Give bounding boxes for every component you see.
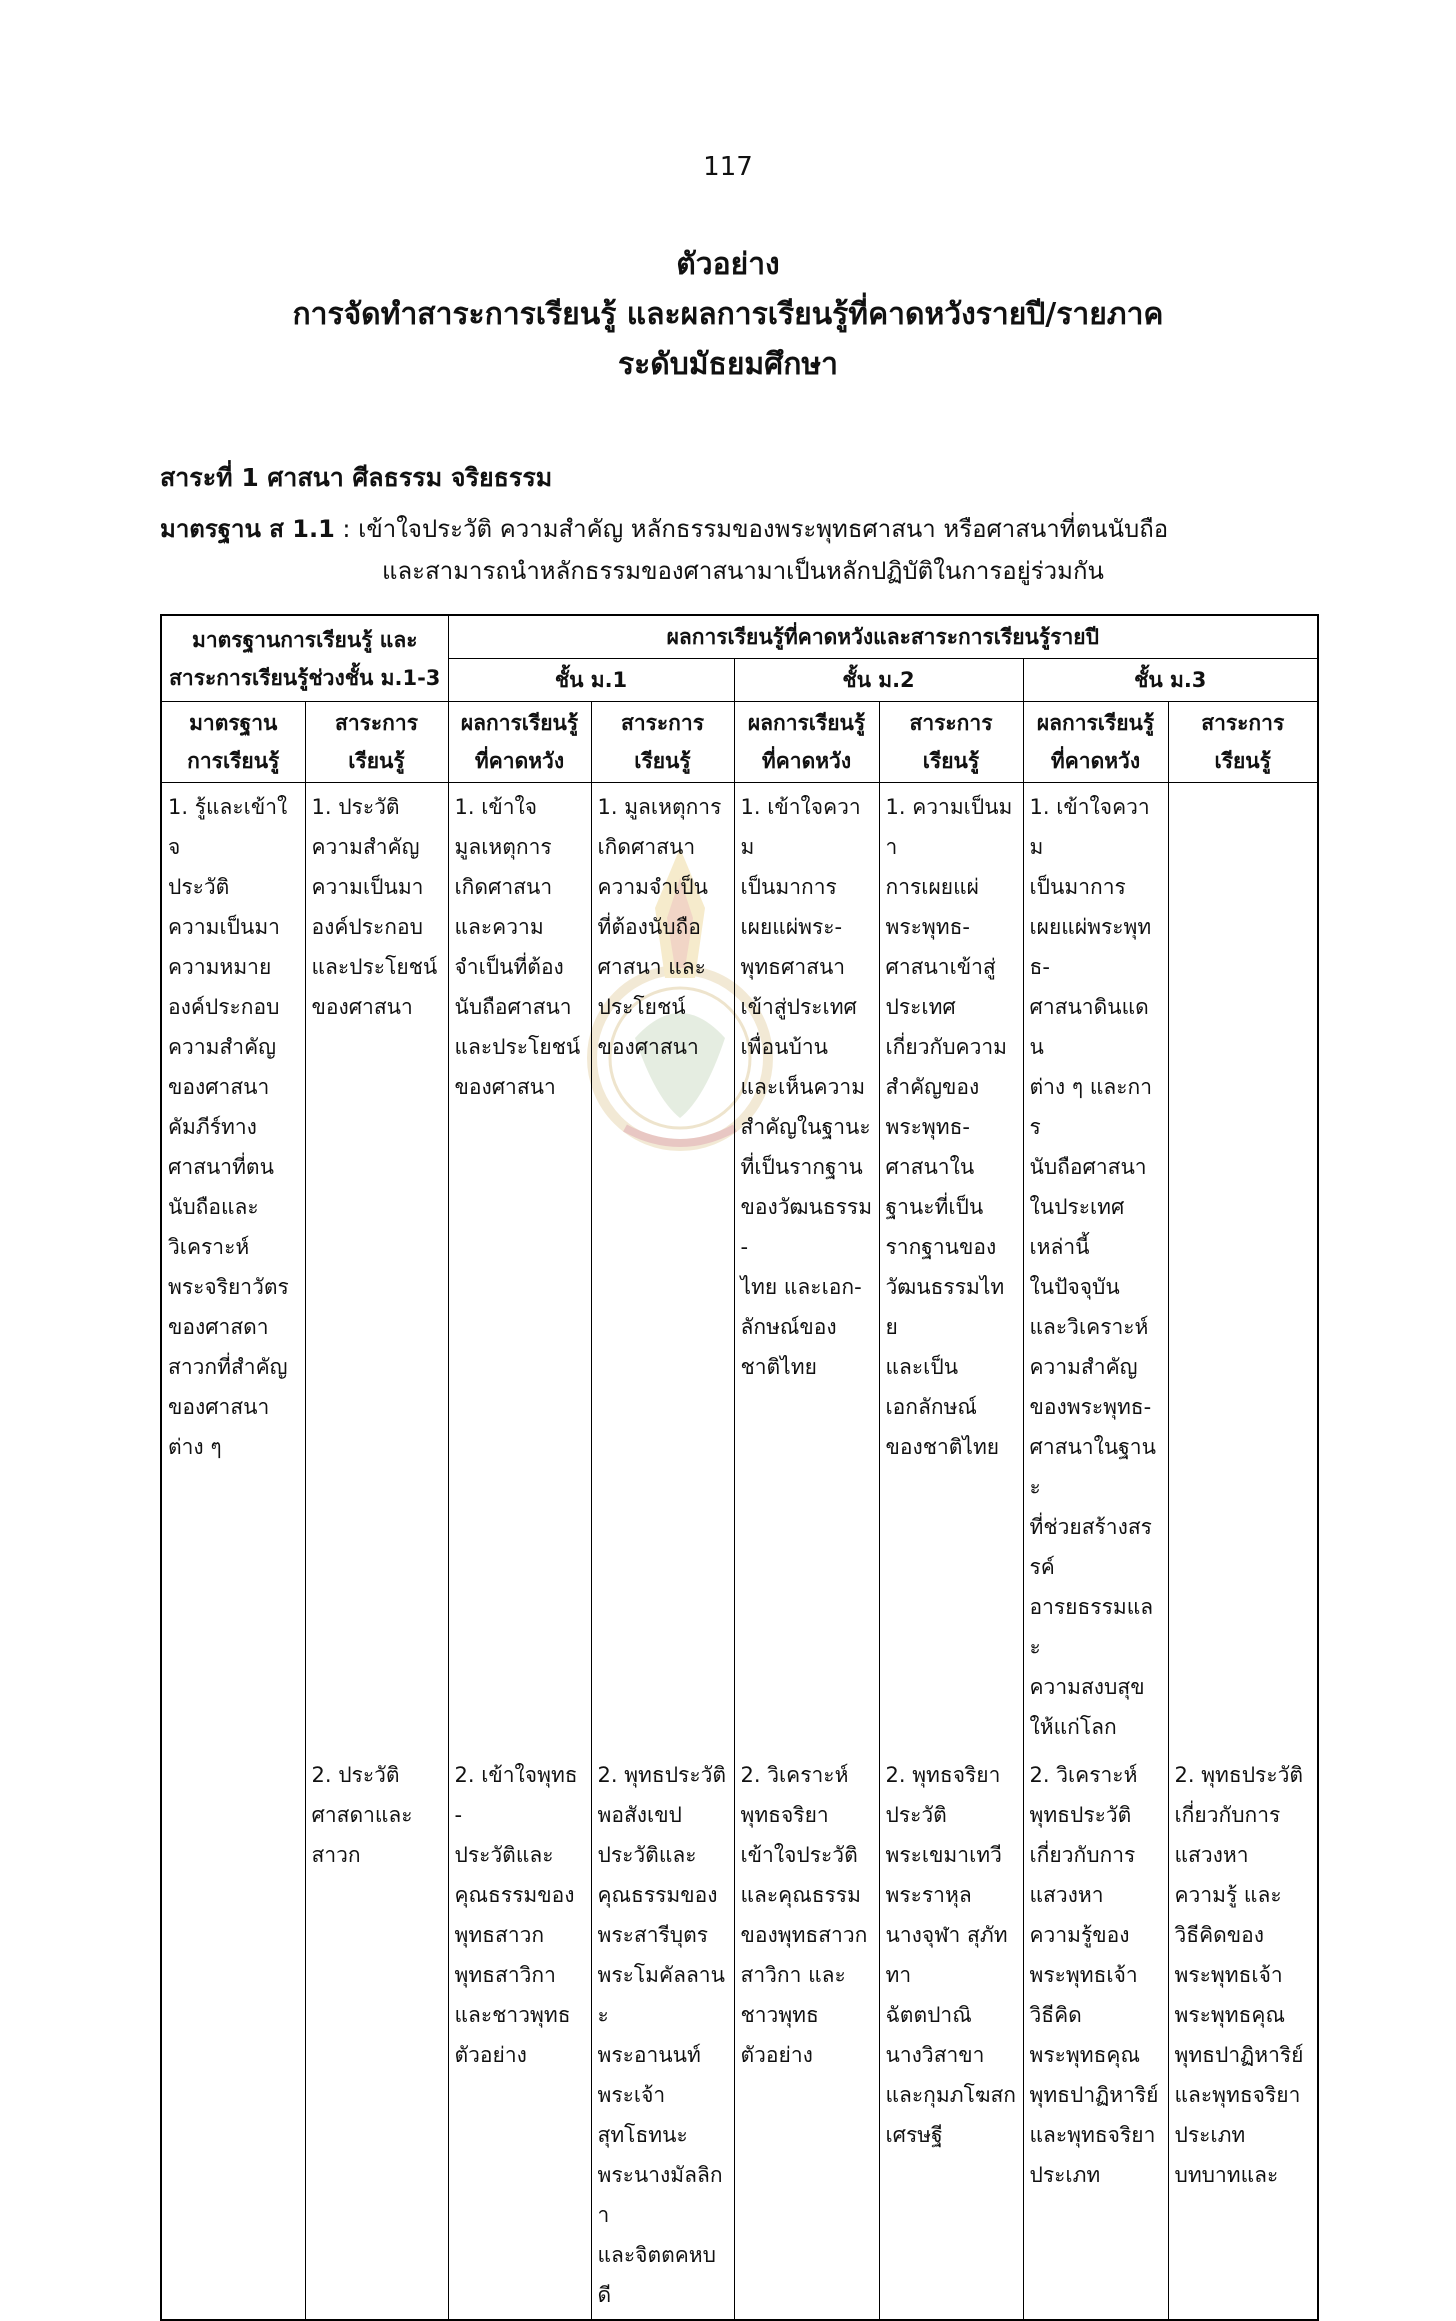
header-standards-and-content: มาตรฐานการเรียนรู้ และ สาระการเรียนรู้ช่วงชั้น ม.1-3	[161, 615, 448, 702]
standard-label: มาตรฐาน ส 1.1	[160, 515, 335, 543]
standard-statement	[160, 508, 1320, 592]
table-row	[161, 1751, 1318, 2320]
standard-text-line-1: เข้าใจประวัติ ความสำคัญ หลักธรรมของพระพุทธศาสนา หรือศาสนาที่ตนนับถือ	[358, 515, 1169, 543]
title-line-3: ระดับมัธยมศึกษา	[617, 347, 839, 382]
title-line-2: การจัดทำสาระการเรียนรู้ และผลการเรียนรู้ที่คาดหวังรายปี/รายภาค	[292, 297, 1164, 332]
header-yearly-outcomes: ผลการเรียนรู้ที่คาดหวังและสาระการเรียนรู้รายปี	[448, 615, 1318, 659]
header-grade-m2: ชั้น ม.2	[734, 659, 1023, 702]
table-cell	[1168, 783, 1318, 1752]
subheader-standard: มาตรฐาน การเรียนรู้	[161, 702, 305, 783]
header-grade-m3: ชั้น ม.3	[1023, 659, 1318, 702]
table-cell: 2. วิเคราะห์ พุทธจริยา เข้าใจประวัติ และคุณธรรม ของพุทธสาวก สาวิกา และ ชาวพุทธ ตัวอย่าง	[734, 1751, 879, 2320]
strand-heading: สาระที่ 1 ศาสนา ศีลธรรม จริยธรรม	[160, 463, 553, 492]
table-cell: 1. รู้และเข้าใจ ประวัติ ความเป็นมา ความหมาย องค์ประกอบ ความสำคัญ ของศาสนา คัมภีร์ทาง ศาสนาที่ตน นับถือและ วิเคราะห์ พระจริยาวัตร ของศาสดา สาวกที่สำคัญ ของศาสนา ต่าง ๆ	[161, 783, 305, 1752]
header-grade-m1: ชั้น ม.1	[448, 659, 734, 702]
subheader-content: สาระการ เรียนรู้	[305, 702, 448, 783]
table-cell: 2. พุทธประวัติ พอสังเขป ประวัติและ คุณธรรมของ พระสารีบุตร พระโมคัลลานะ พระอานนท์ พระเจ้า สุทโธทนะ พระนางมัลลิกา และจิตตคหบดี	[591, 1751, 734, 2320]
table-cell: 1. เข้าใจ มูลเหตุการ เกิดศาสนา และความ จำเป็นที่ต้อง นับถือศาสนา และประโยชน์ ของศาสนา	[448, 783, 591, 1752]
table-cell: 2. พุทธจริยา ประวัติ พระเขมาเทวี พระราหุล นางจุฬา สุภัททา ฉัตตปาณิ นางวิสาขา และกุมภโฆสก เศรษฐี	[879, 1751, 1023, 2320]
subheader-m3-outcome: ผลการเรียนรู้ ที่คาดหวัง	[1023, 702, 1168, 783]
standard-separator: :	[334, 515, 359, 543]
table-cell: 2. พุทธประวัติ เกี่ยวกับการ แสวงหา ความรู้ และ วิธีคิดของ พระพุทธเจ้า พระพุทธคุณ พุทธปาฏิหาริย์ และพุทธจริยา ประเภท บทบาทและ	[1168, 1751, 1318, 2320]
title-line-1: ตัวอย่าง	[676, 247, 780, 282]
table-cell: 1. ความเป็นมา การเผยแผ่ พระพุทธ- ศาสนาเข้าสู่ ประเทศ เกี่ยวกับความ สำคัญของ พระพุทธ- ศาสนาใน ฐานะที่เป็น รากฐานของ วัฒนธรรมไทย และเป็น เอกลักษณ์ ของชาติไทย	[879, 783, 1023, 1752]
table-cell: 2. วิเคราะห์ พุทธประวัติ เกี่ยวกับการ แสวงหา ความรู้ของ พระพุทธเจ้า วิธีคิด พระพุทธคุณ พุทธปาฏิหาริย์ และพุทธจริยา ประเภท	[1023, 1751, 1168, 2320]
document-title	[0, 240, 1456, 390]
table-cell: 2. เข้าใจพุทธ- ประวัติและ คุณธรรมของ พุทธสาวก พุทธสาวิกา และชาวพุทธ ตัวอย่าง	[448, 1751, 591, 2320]
table-row	[161, 783, 1318, 1752]
subheader-m1-outcome: ผลการเรียนรู้ ที่คาดหวัง	[448, 702, 591, 783]
standard-text-line-2: และสามารถนำหลักธรรมของศาสนามาเป็นหลักปฏิบัติในการอยู่ร่วมกัน	[382, 557, 1104, 585]
table-cell	[161, 1751, 305, 2320]
subheader-m3-content: สาระการ เรียนรู้	[1168, 702, 1318, 783]
table-cell: 1. เข้าใจความ เป็นมาการ เผยแผ่พระพุทธ- ศาสนาดินแดน ต่าง ๆ และการ นับถือศาสนา ในประเทศ เหล่านี้ ในปัจจุบัน และวิเคราะห์ ความสำคัญ ของพระพุทธ- ศาสนาในฐานะ ที่ช่วยสร้างสรรค์ อารยธรรมและ ความสงบสุข ให้แก่โลก	[1023, 783, 1168, 1752]
table-cell: 2. ประวัติ ศาสดาและ สาวก	[305, 1751, 448, 2320]
table-cell: 1. มูลเหตุการ เกิดศาสนา ความจำเป็น ที่ต้องนับถือ ศาสนา และ ประโยชน์ ของศาสนา	[591, 783, 734, 1752]
subheader-m1-content: สาระการ เรียนรู้	[591, 702, 734, 783]
curriculum-table	[160, 614, 1319, 2321]
subheader-m2-outcome: ผลการเรียนรู้ ที่คาดหวัง	[734, 702, 879, 783]
subheader-m2-content: สาระการ เรียนรู้	[879, 702, 1023, 783]
page-number: 117	[703, 152, 753, 182]
table-cell: 1. ประวัติ ความสำคัญ ความเป็นมา องค์ประกอบ และประโยชน์ ของศาสนา	[305, 783, 448, 1752]
table-cell: 1. เข้าใจความ เป็นมาการ เผยแผ่พระ- พุทธศาสนา เข้าสู่ประเทศ เพื่อนบ้าน และเห็นความ สำคัญในฐานะ ที่เป็นรากฐาน ของวัฒนธรรม- ไทย และเอก- ลักษณ์ของ ชาติไทย	[734, 783, 879, 1752]
